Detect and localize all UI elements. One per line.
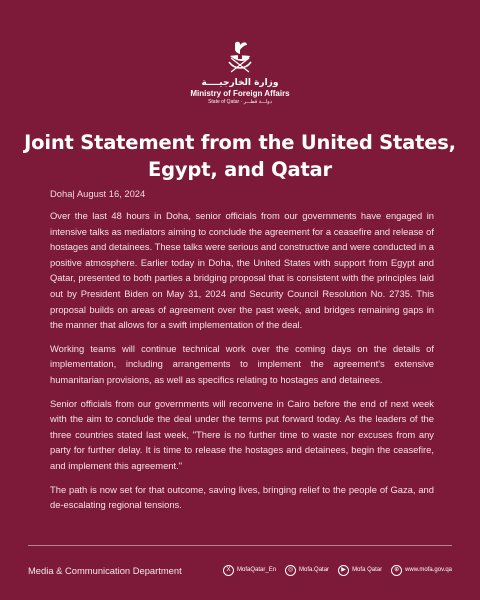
social-link-instagram[interactable] — [285, 565, 329, 576]
statement-body — [50, 208, 434, 521]
logo-arabic-text: وزارة الخارجيــــة — [201, 78, 279, 88]
paragraph-1: Over the last 48 hours in Doha, senior officials from our governments have engaged in intensive talks as mediators aiming to conclude the agreement for a ceasefire and release of hostages and detainees. These talks were serious and constructive and were conducted in a positive atmosphere. Earlier today in Doha, the United States with support from Egypt and Qatar, presented to both parties a bridging proposal that is consistent with the principles laid out by President Biden on May 31, 2024 and Security Council Resolution No. 2735. This proposal builds on areas of agreement over the past week, and bridges remaining gaps in the manner that allows for a swift implementation of the deal. — [50, 210, 434, 331]
social-label-x: MofaQatar_En — [237, 567, 277, 573]
globe-icon: ⊕ — [391, 565, 402, 576]
social-link-youtube[interactable] — [338, 565, 382, 576]
statement-title: Joint Statement from the United States, Egypt, and Qatar — [24, 131, 456, 181]
youtube-icon: ▶ — [338, 565, 349, 576]
footer — [28, 560, 452, 580]
paragraph-3: Senior officials from our governments will reconvene in Cairo before the end of next week with the aim to conclude the deal under the terms put forward today. As the leaders of the three countries stated last week, "There is no further time to waste nor excuses from any party for further delay. It is time to release the hostages and detainees, begin the ceasefire, and implement this agreement." — [50, 397, 434, 471]
social-label-website: www.mofa.gov.qa — [405, 567, 452, 573]
department-name: Media & Communication Department — [28, 564, 182, 576]
paragraph-2: Working teams will continue technical work over the coming days on the details of implementation, including arrangements to implement the agreement's extensive humanitarian provisions, as well as specifics relating to hostages and detainees. — [50, 342, 434, 385]
social-label-instagram: Mofa.Qatar — [299, 567, 330, 573]
paragraph-4: The path is now set for that outcome, saving lives, bringing relief to the people of Gaza, and de-escalating regional tensions. — [50, 483, 434, 511]
ministry-logo — [0, 40, 480, 105]
qatar-emblem-icon — [225, 40, 255, 76]
footer-divider — [28, 545, 452, 546]
instagram-icon: ◎ — [285, 565, 296, 576]
dateline: Doha| August 16, 2024 — [50, 188, 146, 199]
social-link-website[interactable] — [391, 565, 452, 576]
logo-english-text: Ministry of Foreign Affairs — [190, 89, 290, 98]
social-links — [223, 565, 452, 576]
social-link-x[interactable] — [223, 565, 276, 576]
social-label-youtube: Mofa Qatar — [352, 567, 383, 573]
x-icon: X — [223, 565, 234, 576]
logo-state-en: State of Qatar — [208, 99, 240, 105]
logo-state-text: State of Qatar · دولـــة قطـــر — [208, 99, 272, 105]
logo-state-ar: دولـــة قطـــر — [243, 99, 272, 105]
